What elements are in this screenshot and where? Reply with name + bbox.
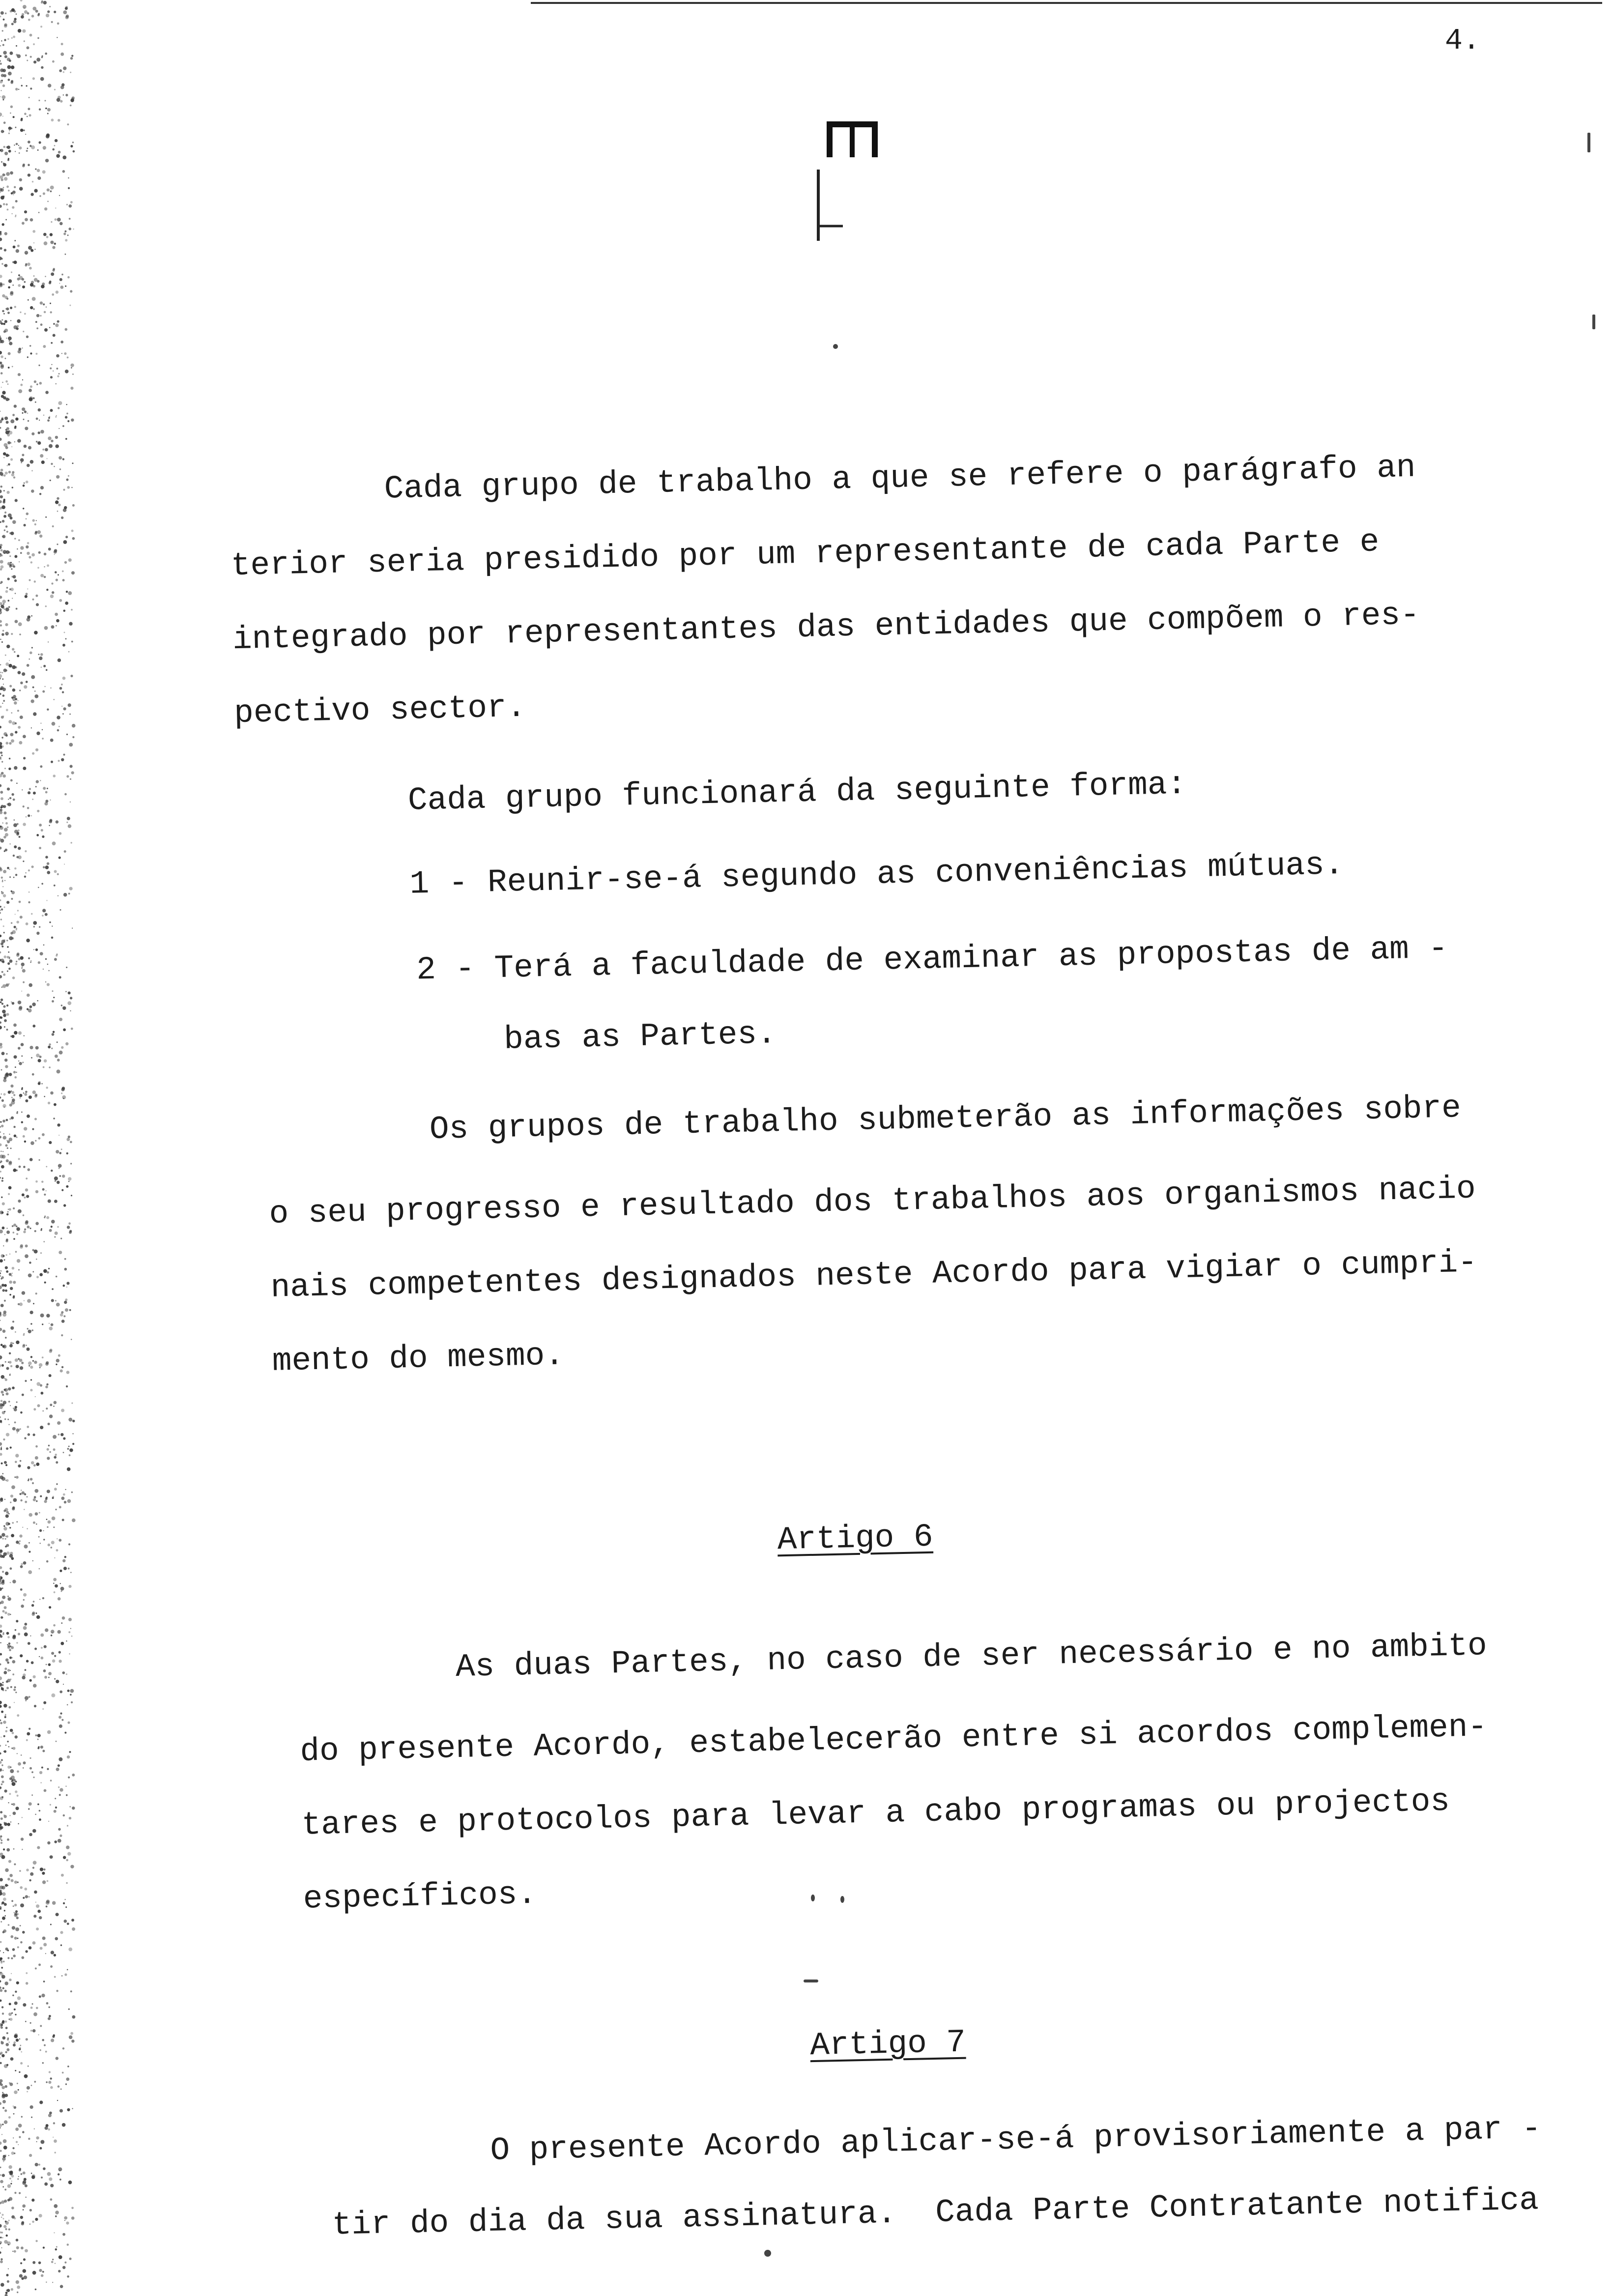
paragraph-line: nais competentes designados neste Acordo para vigiar o cumpri- <box>270 1244 1478 1306</box>
article-heading: Artigo 6 <box>777 1518 934 1559</box>
paragraph-line: do presente Acordo, estabelecerão entre si acordos complemen- <box>299 1708 1488 1770</box>
scan-speck <box>1592 315 1595 329</box>
paragraph-line: tares e protocolos para levar a cabo programas ou projectos <box>301 1782 1450 1844</box>
paragraph-line: específicos. <box>302 1875 537 1918</box>
article-heading: Artigo 7 <box>809 2024 966 2065</box>
paragraph-line: terior seria presidido por um representante de cada Parte e <box>230 523 1380 585</box>
paragraph-line: O presente Acordo aplicar-se-á provisoriamente a par - <box>489 2110 1542 2169</box>
scan-speck <box>840 1896 844 1903</box>
scan-speck <box>804 1980 818 1982</box>
paragraph-line: Cada grupo de trabalho a que se refere o parágrafo an <box>383 449 1416 508</box>
scan-speck <box>764 2250 771 2257</box>
paragraph-line: pectivo sector. <box>233 689 526 732</box>
paragraph-line: mento do mesmo. <box>272 1337 565 1380</box>
list-item: bas as Partes. <box>503 1015 777 1058</box>
paragraph-line: As duas Partes, no caso de ser necessário e no ambito <box>455 1627 1488 1686</box>
scan-speck <box>833 344 838 349</box>
paragraph-line: tir do dia da sua assinatura. Cada Parte Contratante notifica <box>331 2181 1539 2244</box>
paragraph-line: integrado por representantes das entidades que compõem o res- <box>232 596 1420 659</box>
paragraph-line: Os grupos de trabalho submeterão as informações sobre <box>429 1090 1462 1148</box>
scan-speck <box>1587 133 1590 152</box>
list-item: 2 - Terá a faculdade de examinar as propostas de am - <box>416 930 1448 989</box>
scan-speck <box>811 1894 815 1901</box>
list-item: 1 - Reunir-se-á segundo as conveniências mútuas. <box>409 846 1345 903</box>
page-number: 4. <box>1445 25 1481 58</box>
paragraph-line: o seu progresso e resultado dos trabalhos aos organismos nacio <box>268 1170 1476 1233</box>
paragraph-line: Cada grupo funcionará da seguinte forma: <box>407 766 1187 819</box>
